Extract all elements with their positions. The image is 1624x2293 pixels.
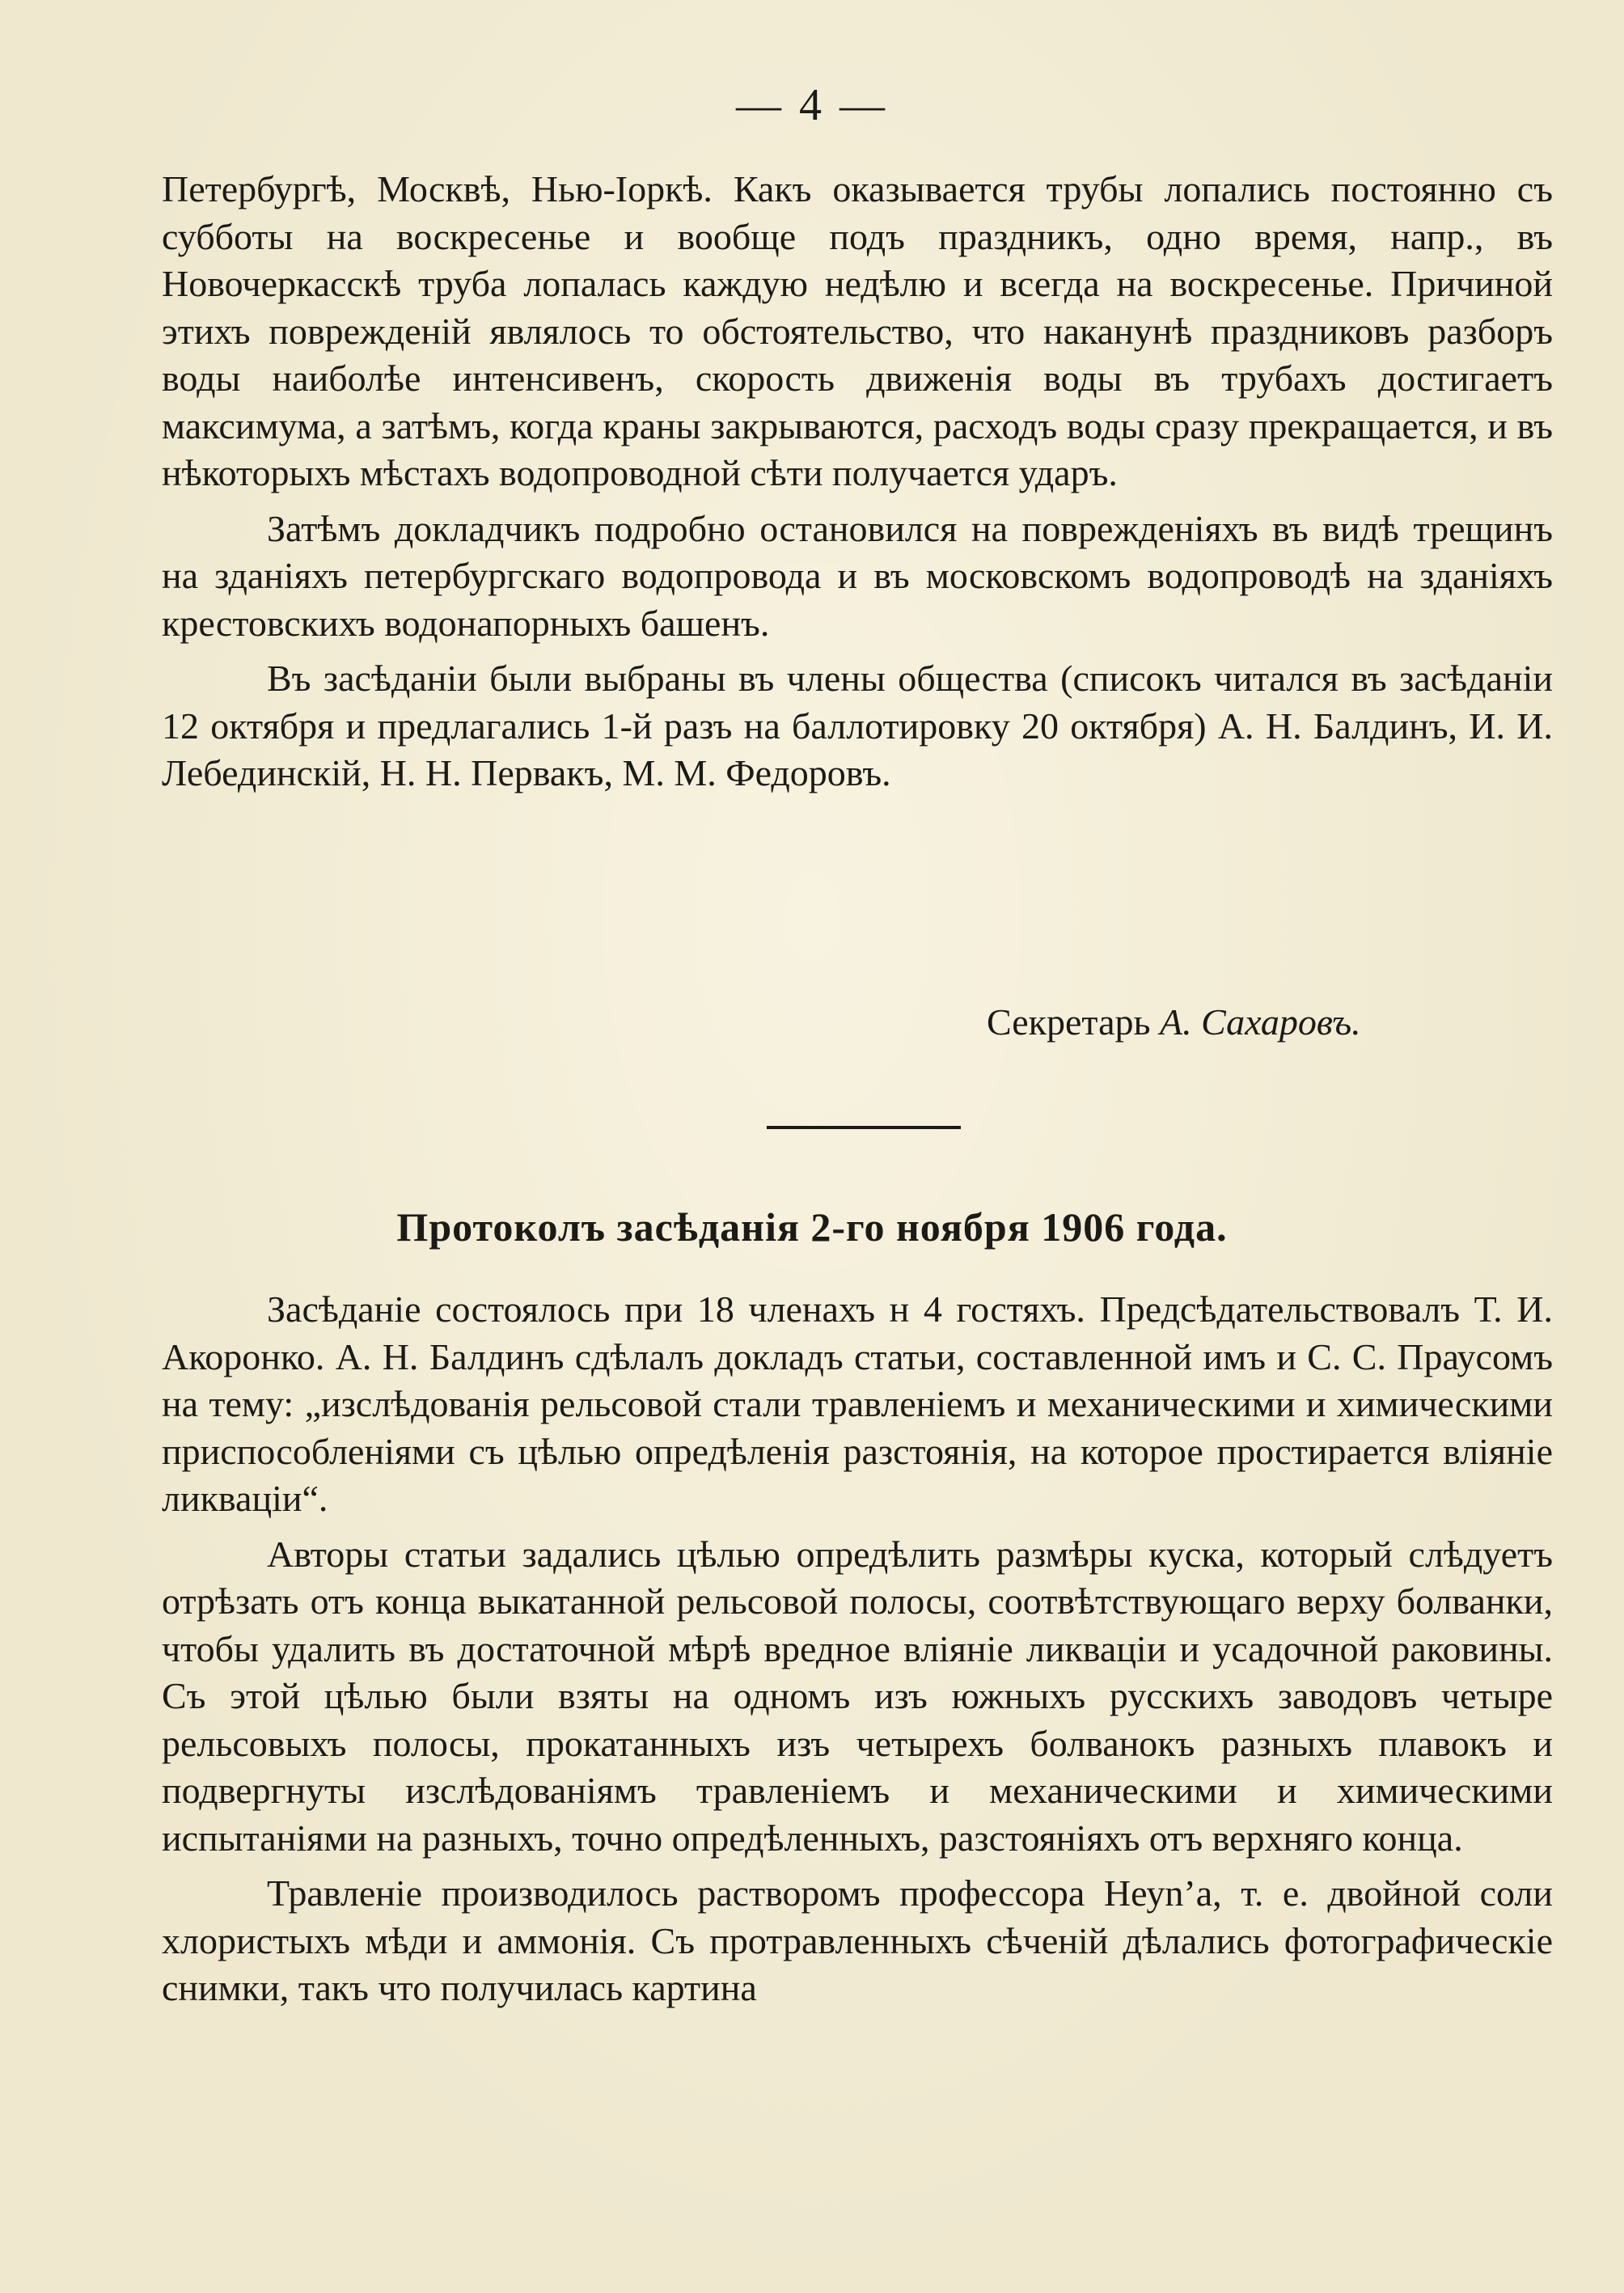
paragraph: Затѣмъ докладчикъ подробно остановился на поврежденіяхъ въ видѣ трещинъ на зданіяхъ петербургскаго водопровода и въ московскомъ водопроводѣ на зданіяхъ крестовскихъ водонапорныхъ башенъ. (162, 507, 1553, 644)
signature-line (987, 1001, 1361, 1043)
signature-role: Секретарь (987, 1001, 1151, 1043)
paragraph: Въ засѣданіи были выбраны въ члены общества (списокъ читался въ засѣданіи 12 октября и предлагались 1-й разъ на баллотировку 20 октября) А. Н. Балдинъ, И. И. Лебединскій, Н. Н. Первакъ, М. М. Федоровъ. (162, 658, 1553, 793)
paragraph: Засѣданіе состоялось при 18 членахъ н 4 гостяхъ. Предсѣдательствовалъ Т. И. Акоронко. А. Н. Балдинъ сдѣлалъ докладъ статьи, составленной имъ и С. С. Праусомъ на тему: „изслѣдованія рельсовой стали травленіемъ и механическими и химическими приспособленіями съ цѣлью опредѣленія разстоянія, на которое простирается вліяніе ликваціи“. (162, 1288, 1553, 1519)
section-title: Протоколъ засѣданія 2-го ноября 1906 года. (396, 1204, 1228, 1250)
page-number: — 4 — (736, 80, 888, 130)
paragraph: Авторы статьи задались цѣлью опредѣлить размѣры куска, который слѣдуетъ отрѣзать отъ конца выкатанной рельсовой полосы, соотвѣтствующаго верху болванки, чтобы удалить въ достаточной мѣрѣ вредное вліяніе ликваціи и усадочной раковины. Съ этой цѣлью были взяты на одномъ изъ южныхъ русскихъ заводовъ четыре рельсовыхъ полосы, прокатанныхъ изъ четырехъ болванокъ разныхъ плавокъ и подвергнуты изслѣдованіямъ травленіемъ и механическими и химическими испытаніями на разныхъ, точно опредѣленныхъ, разстояніяхъ отъ верхняго конца. (162, 1533, 1553, 1859)
section-divider (767, 1126, 961, 1129)
signature-name: А. Сахаровъ. (1160, 1001, 1361, 1043)
text-block-protocol (162, 1286, 1553, 2020)
paragraph: Травленіе производилось растворомъ профессора Неуn’а, т. е. двойной соли хлористыхъ мѣди и аммонія. Съ протравленныхъ сѣченій дѣлались фотографическіе снимки, такъ что получилась картина (162, 1872, 1553, 2008)
text-block-continuation (162, 166, 1553, 806)
paragraph: Петербургѣ, Москвѣ, Нью-Іоркѣ. Какъ оказывается трубы лопались постоянно съ субботы на воскресенье и вообще подъ праздникъ, одно время, напр., въ Новочеркасскѣ труба лопалась каждую недѣлю и всегда на воскресенье. Причиной этихъ поврежденій являлось то обстоятельство, что наканунѣ праздниковъ разборъ воды наиболѣе интенсивенъ, скорость движенія воды въ трубахъ достигаетъ максимума, а затѣмъ, когда краны закрываются, расходъ воды сразу прекращается, и въ нѣкоторыхъ мѣстахъ водопроводной сѣти получается ударъ. (162, 168, 1553, 493)
